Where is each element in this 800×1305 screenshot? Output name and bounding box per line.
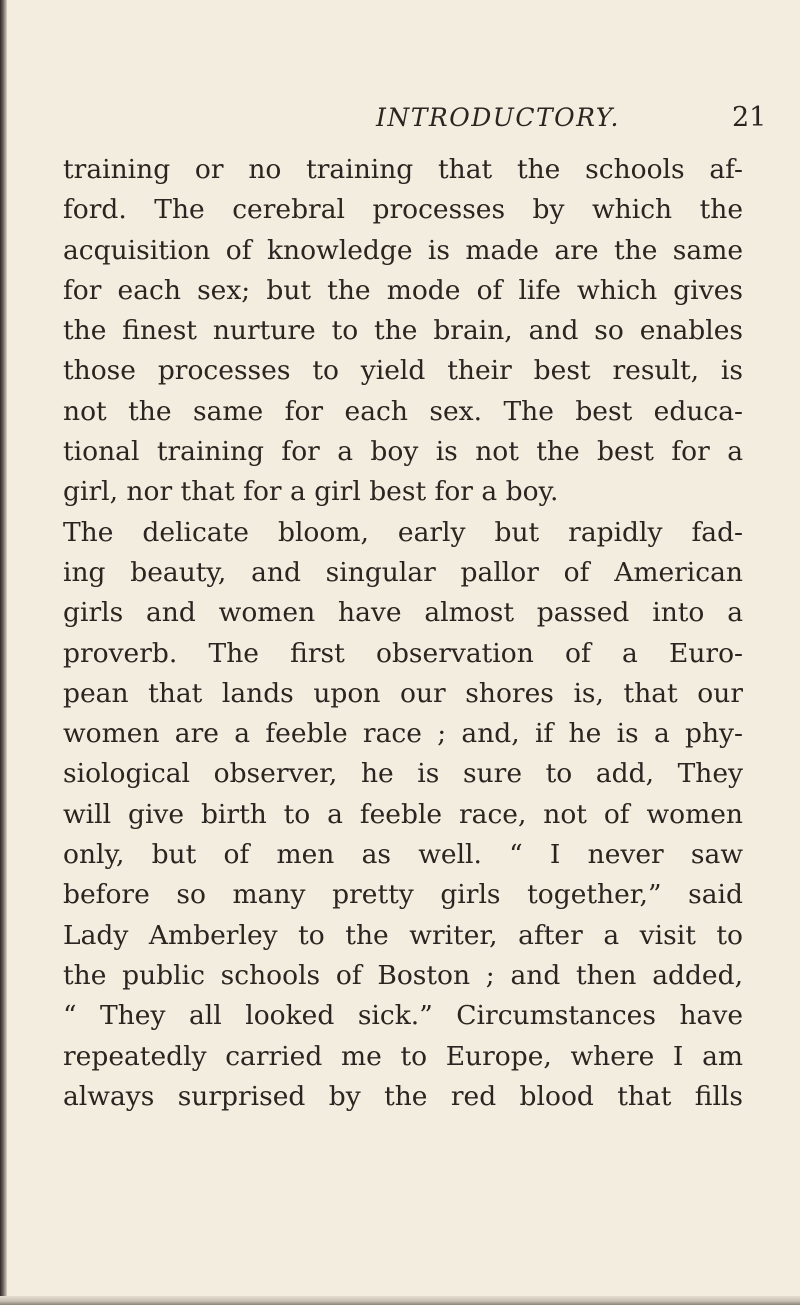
text-line: proverb. The first observation of a Euro- <box>63 637 743 669</box>
text-line: girls and women have almost passed into a <box>63 597 743 629</box>
text-line: the finest nurture to the brain, and so enables <box>63 315 743 347</box>
text-line: ford. The cerebral processes by which the <box>63 194 743 226</box>
text-line: always surprised by the red blood that fills <box>63 1080 743 1112</box>
body-text <box>63 150 743 1117</box>
text-line: The delicate bloom, early but rapidly fad- <box>63 516 743 548</box>
page-bottom-edge <box>0 1296 800 1305</box>
text-line: tional training for a boy is not the best for a <box>63 436 743 468</box>
text-line: will give birth to a feeble race, not of women <box>63 798 743 830</box>
text-line: siological observer, he is sure to add, They <box>63 758 743 790</box>
text-line: repeatedly carried me to Europe, where I am <box>63 1040 743 1072</box>
text-line: pean that lands upon our shores is, that our <box>63 677 743 709</box>
text-line: before so many pretty girls together,” said <box>63 879 743 911</box>
text-line: ing beauty, and singular pallor of American <box>63 556 743 588</box>
text-line: women are a feeble race ; and, if he is a phy- <box>63 718 743 750</box>
text-line: the public schools of Boston ; and then added, <box>63 959 743 991</box>
page-header <box>0 98 800 138</box>
text-line: training or no training that the schools af- <box>63 154 743 185</box>
page-number: 21 <box>732 102 767 133</box>
text-line: acquisition of knowledge is made are the same <box>63 234 743 266</box>
text-line: girl, nor that for a girl best for a boy. <box>63 476 559 508</box>
text-line: for each sex; but the mode of life which gives <box>63 274 743 306</box>
page-binding-edge <box>0 0 7 1305</box>
running-head: INTRODUCTORY. <box>376 103 620 132</box>
text-line: those processes to yield their best result, is <box>63 355 743 387</box>
text-line: not the same for each sex. The best educa- <box>63 395 743 427</box>
text-line: “ They all looked sick.” Circumstances have <box>63 1000 743 1032</box>
text-line: only, but of men as well. “ I never saw <box>63 839 743 871</box>
text-line: Lady Amberley to the writer, after a visit to <box>63 919 743 951</box>
